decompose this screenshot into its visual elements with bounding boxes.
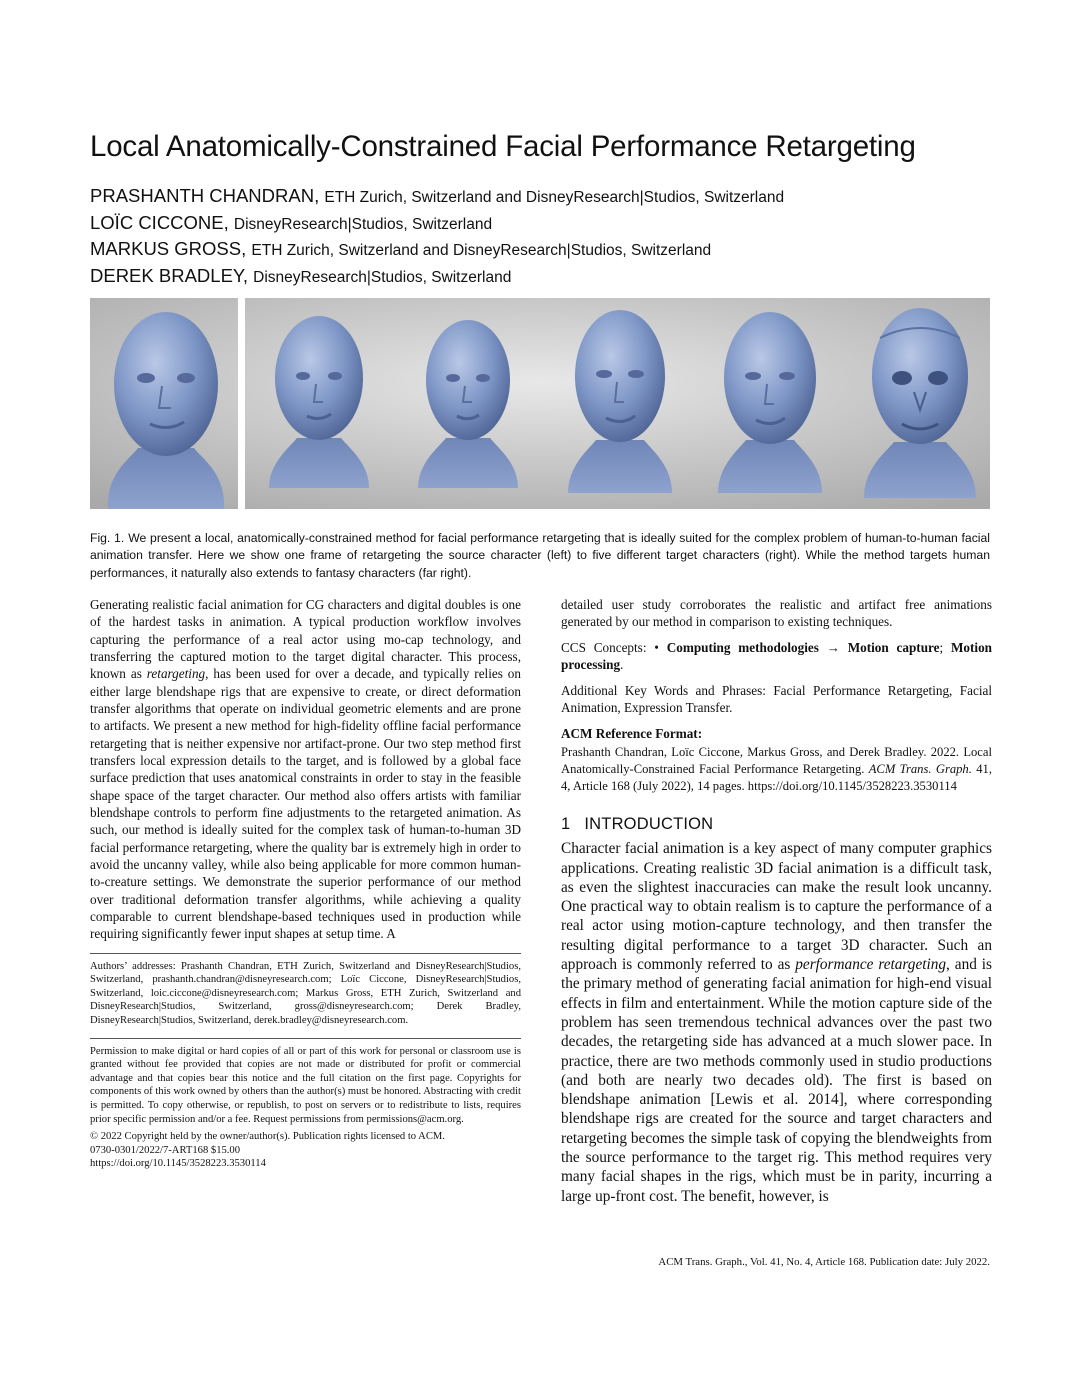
abstract-emphasis: retargeting (146, 666, 206, 682)
introduction-text (561, 839, 992, 1206)
permission-notice: Permission to make digital or hard copies of all or part of this work for personal or classroom use is granted without fee provided that copies are not made or distributed for profit or commercial advantage and that copies bear this notice and the full citation on the first page. Copyrights for components of this work owned by others than the author(s) must be honored. Abstracting with credit is permitted. To copy otherwise, or republish, to post on servers or to redistribute to lists, requires prior specific permission and/or a fee. Request permissions from permissions@acm.org. (90, 1045, 521, 1125)
doi-line: https://doi.org/10.1145/3528223.3530114 (90, 1158, 266, 1170)
ccs-concept: Motion capture (847, 639, 940, 655)
author-line (90, 264, 990, 291)
teaser-image (90, 298, 990, 509)
left-column (90, 596, 521, 1171)
right-column (561, 596, 992, 1206)
copyright-notice: © 2022 Copyright held by the owner/author(s). Publication rights licensed to ACM. (90, 1131, 445, 1143)
target-head-4 (718, 312, 822, 493)
figure-caption (90, 530, 990, 582)
keywords: Additional Key Words and Phrases: Facial Performance Retargeting, Facial Animation, Expression Transfer. (561, 682, 992, 716)
intro-emphasis: performance retargeting (795, 956, 947, 974)
page-footer: ACM Trans. Graph., Vol. 41, No. 4, Article 168. Publication date: July 2022. (658, 1256, 990, 1268)
abstract-text: , has been used for over a decade, and typically relies on either large blendshape rigs that are expensive to create, or direct deformation transfer algorithms that operate on individual geometric elements and are prone to artifacts. We present a new method for high-fidelity offline facial performance retargeting that is neither expensive nor artifact-prone. Our two step method first transfers local expression details to the target, and is followed by a global face surface prediction that uses anatomical constraints in order to stay in the feasible shape space of the target character. Our method also offers artists with familiar blendshape controls to perform fine adjustments to the retargeted animation. As such, our method is ideally suited for the complex task of human-to-human 3D facial performance retargeting, where the quality bar is extremely high in order to avoid the uncanny valley, while also being applicable for more common human-to-creature settings. We demonstrate the superior performance of our method over traditional deformation transfer algorithms, while achieving a quality comparable to current blendshape-based techniques used in production while requiring significantly fewer input shapes at setup time. A (90, 666, 521, 942)
footnote-rule (90, 953, 521, 954)
ccs-concept: Motion processing (561, 639, 993, 673)
author-line (90, 184, 990, 211)
reference-authors: Prashanth Chandran, Loïc Ciccone, Markus Gross, and Derek Bradley. 2022. Local Anatomically-Constrained Facial Performance Retargeting. (561, 744, 992, 776)
author-affiliation: DisneyResearch|Studios, Switzerland (233, 215, 493, 233)
caption-text: We present a local, anatomically-constrained method for facial performance retargeting that is ideally suited for the complex problem of human-to-human facial animation transfer. Here we show one frame of retargeting the source character (left) to five different target characters (right). While the method targets human performances, it naturally also extends to fantasy characters (far right). (90, 531, 991, 580)
reference-text (561, 744, 992, 796)
reference-heading: ACM Reference Format: (561, 726, 703, 742)
author-line (90, 237, 990, 264)
section-title: INTRODUCTION (584, 815, 714, 834)
author-line (90, 211, 990, 238)
target-head-creature (864, 308, 976, 498)
teaser-figure (90, 298, 990, 509)
ccs-separator: ; (939, 639, 944, 655)
section-number: 1 (561, 815, 571, 834)
paper-title: Local Anatomically-Constrained Facial Performance Retargeting (90, 130, 916, 163)
caption-label: Fig. 1. (90, 531, 125, 545)
target-head-3 (568, 310, 672, 493)
author-name: LOÏC CICCONE, (90, 211, 229, 233)
issn-line: 0730-0301/2022/7-ART168 $15.00 (90, 1144, 241, 1156)
section-heading (561, 815, 992, 834)
reference-details: 41, 4, Article 168 (July 2022), 14 pages. https://doi.org/10.1145/3528223.3530114 (561, 761, 992, 794)
ccs-concept: Computing methodologies (666, 639, 819, 655)
author-name: DEREK BRADLEY, (90, 264, 248, 286)
ccs-concepts (561, 639, 992, 674)
author-affiliation: DisneyResearch|Studios, Switzerland (253, 268, 512, 286)
author-affiliation: ETH Zurich, Switzerland and DisneyResearch|Studios, Switzerland (251, 242, 712, 260)
author-list (90, 184, 990, 290)
author-name: MARKUS GROSS, (90, 238, 247, 260)
permission-rule (90, 1038, 521, 1039)
intro-text: Character facial animation is a key aspect of many computer graphics applications. Creating realistic 3D facial animation is a difficult task, as even the slightest inaccuracies can make the result look uncanny. One practical way to obtain realism is to capture the performance of a real actor using motion-capture technology, and then transfer the resulting digital performance to a target 3D character. Such an approach is commonly referred to as (561, 840, 992, 974)
author-affiliation: ETH Zurich, Switzerland and DisneyResearch|Studios, Switzerland (324, 189, 785, 206)
ccs-arrow: → (826, 639, 840, 655)
author-name: PRASHANTH CHANDRAN, (90, 185, 320, 206)
intro-text: , and is the primary method of generating facial animation for high-end visual effects in film and entertainment. While the motion capture side of the problem has seen tremendous technical advances over the past two decades, the retargeting side has advanced at a much slower pace. In practice, there are two methods commonly used in studio productions (and both are nearly two decades old). The first is based on blendshape animation [Lewis et al. 2014], where corresponding blendshape rigs are created for the source and target characters and retargeting becomes the simple task of copying the blendweights from the source performance to the target rig. This method requires very many facial shapes in the rigs, which must be in parity, incurring a large up-front cost. The benefit, however, is (561, 956, 993, 1205)
abstract-continuation: detailed user study corroborates the realistic and artifact free animations generated by our method in comparison to existing techniques. (561, 597, 992, 630)
authors-addresses: Authors’ addresses: Prashanth Chandran, ETH Zurich, Switzerland and DisneyResearch|Studios, Switzerland, prashanth.chandran@disneyresearch.com; Loïc Ciccone, DisneyResearch|Studios, Switzerland, loic.ciccone@disneyresearch.com; Markus Gross, ETH Zurich, Switzerland and DisneyResearch|Studios, Switzerland, gross@disneyresearch.com; Derek Bradley, DisneyResearch|Studios, Switzerland, derek.bradley@disneyresearch.com. (90, 960, 521, 1026)
ccs-end: . (620, 657, 624, 673)
reference-journal: ACM Trans. Graph. (868, 761, 972, 776)
source-head (108, 312, 224, 509)
ccs-label: CCS Concepts: • (561, 639, 659, 655)
target-head-1 (269, 316, 369, 488)
abstract (90, 596, 521, 943)
abstract-text: Generating realistic facial animation for CG characters and digital doubles is one of the hardest tasks in animation. A typical production workflow involves capturing the performance of a real actor using mo-cap technology, and transferring the captured motion to the target digital character. This process, known as (90, 597, 521, 682)
